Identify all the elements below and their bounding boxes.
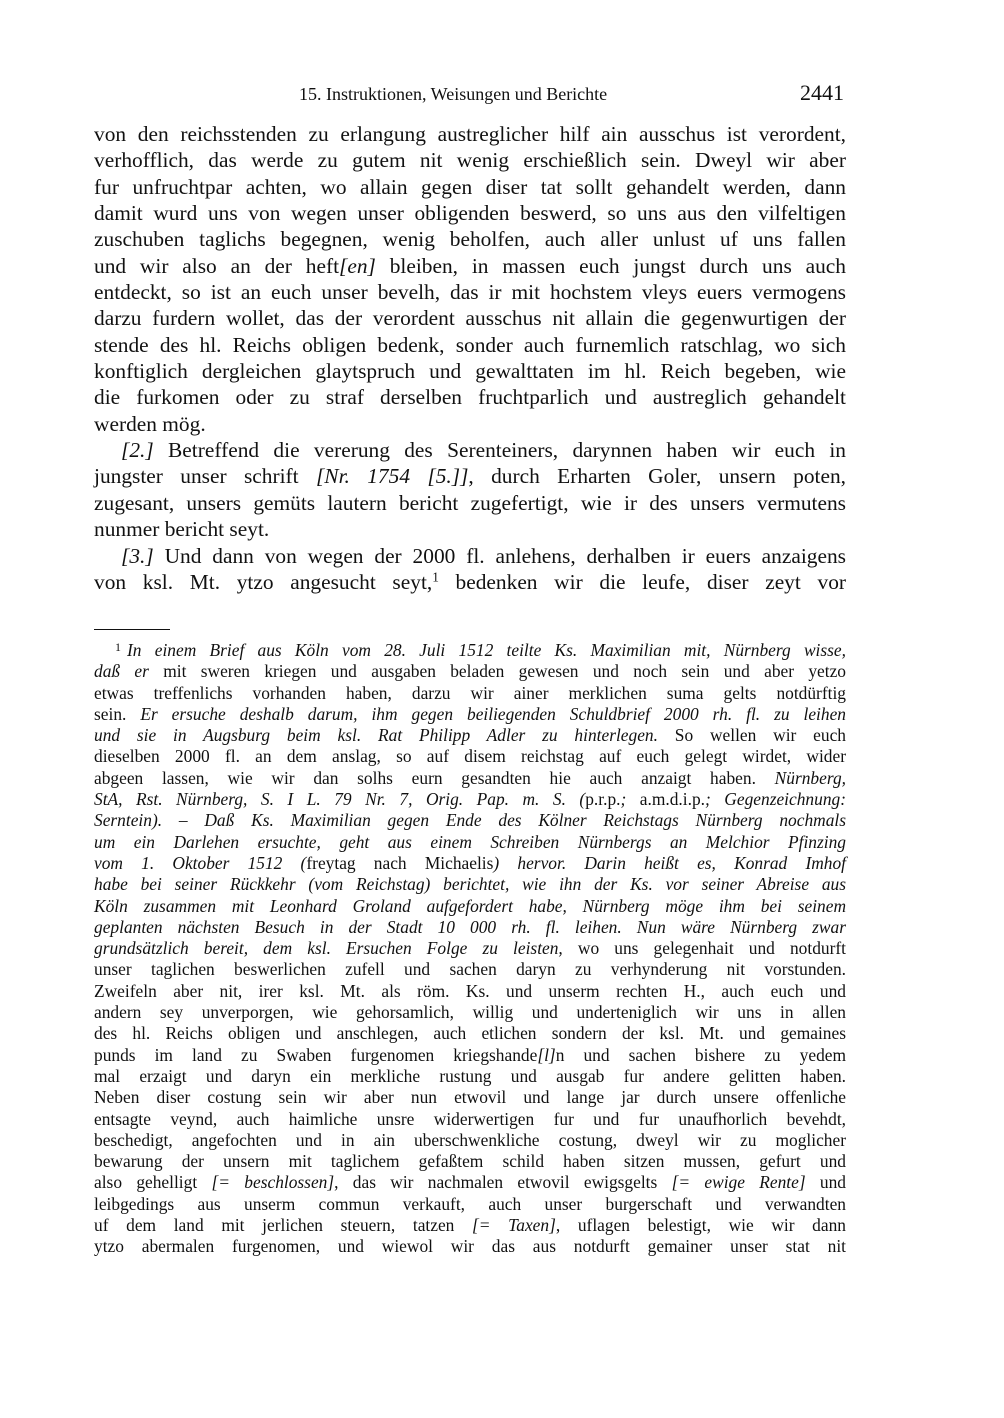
footnote-line: also gehelligt [= beschlossen], das wir nachmalen etwovil ewigsgelts [= ewige Rente] und [94, 1172, 846, 1193]
running-header [94, 82, 846, 106]
footnote-line: Köln zusammen mit Leonhard Groland aufgefordert habe, Nürnberg möge ihm bei seinem [94, 895, 846, 916]
footnote-line: andern sey unverporgen, wie gehorsamlich, willig und underteniglich wir uns in allen [94, 1002, 846, 1023]
text-line: stende des hl. Reichs obligen bedenk, sonder auch furnemlich ratschlag, wo sich [94, 332, 846, 357]
text-line: von den reichsstenden zu erlangung austreglicher hilf ain ausschus ist verordent, [94, 122, 846, 146]
text-line: werden mög. [94, 411, 206, 436]
footnote-line: ytzo abermalen furgenomen, und wiewol wir das aus notdurft gemainer unser stat nit [94, 1236, 846, 1257]
text-line: damit wurd uns von wegen unser obligenden beswerd, so uns aus den vilfeltigen [94, 201, 846, 226]
footnote-line: und sie in Augsburg beim ksl. Rat Philipp Adler zu hinterlegen. So wellen wir euch [94, 725, 847, 746]
cross-reference: [Nr. 1754 [5.]] [315, 464, 469, 489]
footnote-line: dieselben 2000 fl. an dem anslag, so auf disem reichstag auf euch gelegt wirdet, wider [94, 746, 846, 767]
text-line: fur unfruchtpar achten, wo allain gegen diser tat sollt gehandelt werden, dann [94, 174, 846, 199]
text-line: von ksl. Mt. ytzo angesucht seyt,$^1$ bedenken wir die leufe, diser zeyt vor [94, 569, 847, 594]
text-line: verhofflich, das werde zu gutem nit wenig erschießlich sein. Dweyl wir aber [94, 148, 846, 173]
footnote-line: des hl. Reichs obligen und anschlegen, auch etlichen sondern der ksl. Mt. und gemaines [94, 1023, 846, 1044]
footnote-line: daß er mit sweren kriegen und ausgaben beladen gewesen und noch sein und aber yetzo [94, 661, 847, 682]
footnote-line: Serntein). – Daß Ks. Maximilian gegen Ende des Kölner Reichstags Nürnberg nochmals [94, 810, 846, 831]
footnote-line: punds im land zu Swaben furgenomen kriegshande[l]n und sachen bishere zu yedem [94, 1044, 847, 1065]
running-title: 15. Instruktionen, Weisungen und Berichte [299, 84, 608, 104]
paragraph-3 [94, 543, 846, 596]
footnote-line: um ein Darlehen ersuchte, geht aus einem Schreiben Nürnbergs an Melchior Pfinzing [94, 831, 846, 852]
text-line: zuschuben taglichs begegnen, wenig beholfen, auch aller unlust uf uns fallen [94, 227, 846, 252]
footnote-line: mal erzaigt und daryn ein merkliche rustung und ausgab fur andere gelitten haben. [94, 1065, 846, 1086]
footnote-line: vom 1. Oktober 1512 (freytag nach Michaelis) hervor. Darin heißt es, Konrad Imhof [94, 852, 847, 873]
footnote-line: Neben diser costung sein wir aber nun etwovil und lange jar durch unsere offenliche [94, 1087, 846, 1108]
text-line: darzu furdern wollet, das der verordent ausschus nit allain die gegenwurtigen der [94, 306, 846, 331]
section-marker: [2.] [121, 438, 154, 463]
text-line: die furkomen oder zu straf derselben fruchtparlich und austreglich gehandelt [94, 385, 846, 410]
footnote-number: 1 [115, 640, 121, 654]
footnote-line: StA, Rst. Nürnberg, S. I L. 79 Nr. 7, Orig. Pap. m. S. (p.r.p.; a.m.d.i.p.; Gegenzeichnung: [94, 789, 846, 810]
footnote-line: grundsätzlich bereit, dem ksl. Ersuchen Folge zu leisten, wo uns gelegenhait und notdurft [94, 938, 847, 959]
footnote-line: entsagte veynd, auch haimliche unsre widerwertigen fur und fur unaufhorlich bevehdt, [94, 1108, 846, 1129]
footnote-line: $^1$ In einem Brief aus Köln vom 28. Juli 1512 teilte Ks. Maximilian mit, Nürnberg wisse, [115, 640, 846, 660]
text-line: [2.] Betreffend die vererung des Serenteiners, darynnen haben wir euch in [121, 438, 846, 463]
text-line: und wir also an der heft[en] bleiben, in massen euch jungst durch uns auch [94, 253, 846, 278]
text-line: entdeckt, so ist an euch unser bevelh, das ir mit hochstem vleys euers vermogens [94, 280, 846, 305]
text-line: jungster unser schrift [Nr. 1754 [5.]], durch Erharten Goler, unsern poten, [94, 464, 846, 489]
footnote-line: unser taglichen beswerlichen zufell und sachen daryn zu verhynderung nit vorstunden. [94, 959, 846, 980]
footnote-line: habe bei seiner Rückkehr (vom Reichstag) berichtet, wie ihn der Ks. vor seiner Abreise aus [94, 874, 846, 895]
footnote-line: etwas treffenlichs vorhanden haben, darzu wir ainer merklichen suma gelts notdürftig [94, 682, 846, 703]
footnote-reference[interactable]: 1 [432, 569, 439, 585]
text-line: nunmer bericht seyt. [94, 517, 270, 542]
footnote-line: bewarung der unsern mit taglichem gefaßtem schild haben sitzen mussen, gefurt und [94, 1151, 846, 1172]
footnote-line: abgeen lassen, wie wir dan solhs eurn gesandten hie auch anzaigt haben. Nürnberg, [94, 767, 846, 788]
footnote-line: uf dem land mit jerlichen steuern, tatzen [= Taxen], uflagen belestigt, wie wir dann [94, 1215, 846, 1236]
footnote-line: geplanten nächsten Besuch in der Stadt 10 000 rh. fl. leihen. Nun wäre Nürnberg zwar [94, 916, 846, 937]
page-number: 2441 [800, 80, 844, 105]
footnote-line: sein. Er ersuche deshalb darum, ihm gegen beiliegenden Schuldbrief 2000 rh. fl. zu leihen [94, 703, 846, 724]
editorial-insertion: [en] [339, 253, 376, 278]
main-text [94, 121, 846, 595]
text-line: konftiglich dergleichen glaytspruch und gewalttaten im hl. Reich begeben, wie [94, 359, 846, 384]
section-marker: [3.] [121, 543, 154, 568]
paragraph-2 [94, 437, 846, 542]
paragraph-1 [94, 121, 846, 437]
text-line: [3.] Und dann von wegen der 2000 fl. anlehens, derhalben ir euers anzaigens [121, 543, 846, 568]
footnote-area [94, 629, 846, 1258]
footnote-line: beschedigt, angefochten und in ain uberschwenkliche costung, dweyl wir zu moglicher [94, 1129, 846, 1150]
footnote-line: Zweifeln aber nit, irer ksl. Mt. als röm. Ks. und unserm rechten H., auch euch und [94, 980, 846, 1001]
text-line: zugesant, unsers gemüts lautern bericht zugefertigt, wie ir des unsers vermutens [94, 490, 846, 515]
footnote-line: leibgedings aus unserm commun verkauft, auch unser burgerschaft und verwandten [94, 1193, 846, 1214]
